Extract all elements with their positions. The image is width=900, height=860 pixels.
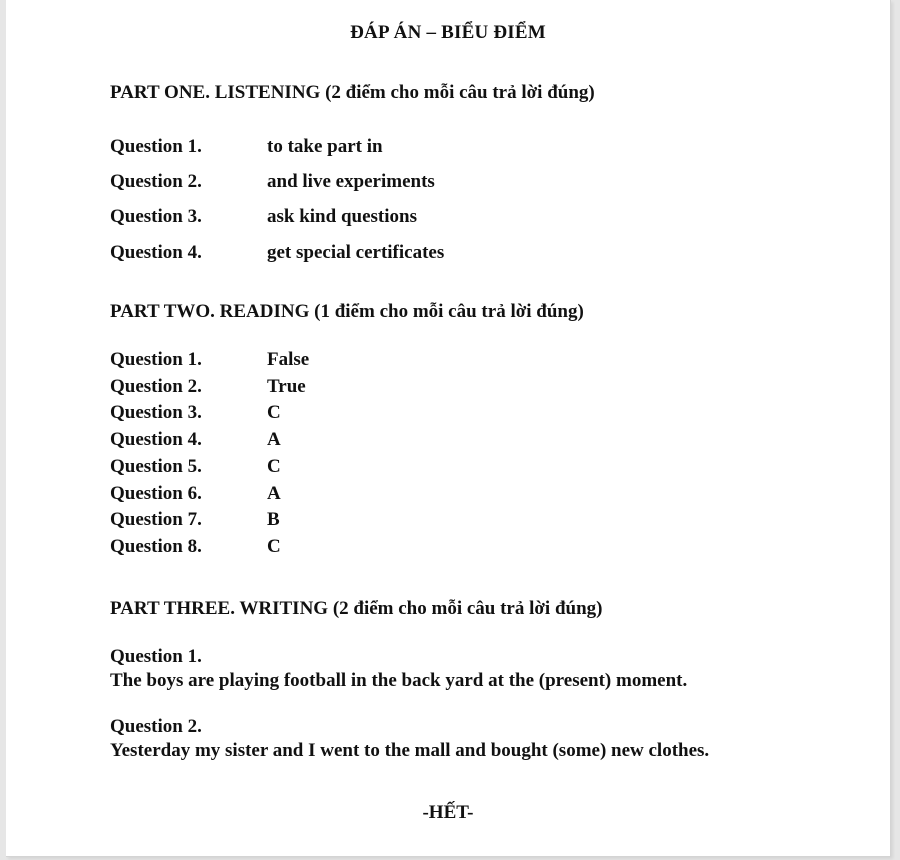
- end-marker: -HẾT-: [422, 802, 474, 823]
- question-label: Question 5.: [110, 456, 202, 477]
- answer-text: and live experiments: [267, 171, 435, 192]
- answer-text: A: [267, 483, 281, 504]
- part-two-heading: PART TWO. READING (1 điểm cho mỗi câu trả lời đúng): [110, 301, 584, 322]
- part-three-heading: PART THREE. WRITING (2 điểm cho mỗi câu trả lời đúng): [110, 598, 603, 619]
- question-label: Question 4.: [110, 242, 202, 263]
- question-label: Question 2.: [110, 171, 202, 192]
- answer-text: get special certificates: [267, 242, 445, 263]
- question-label: Question 2.: [110, 376, 202, 397]
- answer-text: False: [267, 349, 310, 370]
- answer-text: C: [267, 536, 281, 557]
- question-label: Question 8.: [110, 536, 202, 557]
- part-one-heading: PART ONE. LISTENING (2 điểm cho mỗi câu trả lời đúng): [110, 82, 595, 103]
- answer-text: B: [267, 509, 280, 530]
- writing-question-label: Question 1.: [110, 646, 202, 667]
- writing-question-label: Question 2.: [110, 716, 202, 737]
- answer-text: A: [267, 429, 281, 450]
- document-title: ĐÁP ÁN – BIỂU ĐIỂM: [350, 22, 546, 43]
- answer-text: ask kind questions: [267, 206, 417, 227]
- question-label: Question 1.: [110, 136, 202, 157]
- question-label: Question 1.: [110, 349, 202, 370]
- question-label: Question 7.: [110, 509, 202, 530]
- answer-text: to take part in: [267, 136, 383, 157]
- question-label: Question 3.: [110, 402, 202, 423]
- answer-text: True: [267, 376, 306, 397]
- writing-answer-text: The boys are playing football in the back yard at the (present) moment.: [110, 670, 688, 691]
- question-label: Question 3.: [110, 206, 202, 227]
- writing-answer-text: Yesterday my sister and I went to the mall and bought (some) new clothes.: [110, 740, 710, 761]
- answer-text: C: [267, 402, 281, 423]
- answer-text: C: [267, 456, 281, 477]
- question-label: Question 6.: [110, 483, 202, 504]
- question-label: Question 4.: [110, 429, 202, 450]
- document-page: [6, 0, 891, 857]
